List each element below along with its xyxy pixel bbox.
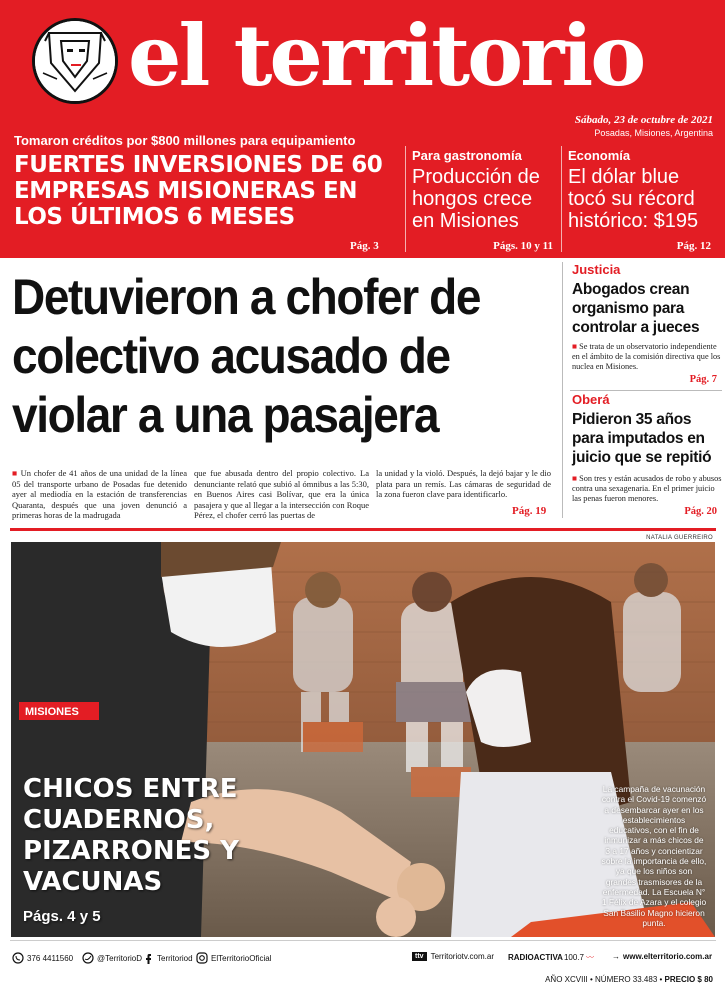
edition-info: [545, 975, 713, 984]
edition-number: AÑO XCVIII • NÚMERO 33.483 •: [545, 975, 663, 984]
photo-headline[interactable]: CHICOS ENTRE CUADERNOS, PIZARRONES Y VACUNAS: [23, 774, 239, 897]
twitter-icon: [82, 952, 94, 964]
radio-wave-icon: 〰: [586, 953, 594, 962]
side-justicia-body: [572, 342, 722, 372]
footer-divider: [10, 940, 716, 941]
footer-twitter-handle: @TerritorioD: [97, 953, 143, 963]
side-justicia-headline[interactable]: Abogados crean organismo para controlar a jueces: [572, 281, 700, 336]
facebook-icon: [142, 952, 154, 964]
photo-pages: Págs. 4 y 5: [23, 908, 101, 925]
footer-facebook[interactable]: [142, 952, 193, 964]
whatsapp-icon: [12, 952, 24, 964]
edition-price: PRECIO $ 80: [664, 975, 713, 984]
footer-whatsapp-number: 376 4411560: [27, 953, 74, 963]
side-obera-kicker: Oberá: [572, 392, 610, 407]
side-justicia-body-text: Se trata de un observatorio independiente en el ámbito de la comisión directiva que los nuclea en Misiones.: [572, 342, 721, 371]
teaser-gastronomia-page: Págs. 10 y 11: [493, 240, 553, 252]
footer-twitter[interactable]: [82, 952, 142, 964]
footer-tv[interactable]: [412, 952, 494, 961]
footer-facebook-handle: Territoriod: [157, 953, 193, 963]
lead-headline[interactable]: Detuvieron a chofer de colectivo acusado de violar a una pasajera: [12, 269, 481, 443]
side-obera-body-text: Son tres y están acusados de robo y abusos contra una sexagenaria. En el primer juicio las penas fueron menores.: [572, 474, 722, 503]
logo-icon: [32, 18, 118, 104]
masthead-title: el territorio: [128, 6, 644, 105]
column-divider: [562, 262, 563, 518]
column-divider: [405, 146, 406, 252]
footer-website-url: www.elterritorio.com.ar: [623, 952, 713, 961]
teaser-gastronomia-headline[interactable]: Producción de hongos crece en Misiones: [412, 166, 540, 232]
cover-photo[interactable]: [11, 542, 715, 937]
bullet-icon: ■: [572, 342, 580, 351]
instagram-icon: [196, 952, 208, 964]
lead-body-text: Un chofer de 41 años de una unidad de la línea 05 del transporte urbano de Posadas fue detenido ayer al mediodía en la estación de transferencias Quaranta, después que una joven denunció a primeras horas de la madrugada: [12, 468, 187, 520]
side-obera-body: [572, 474, 722, 504]
footer-tv-site: Territoriotv.com.ar: [430, 952, 494, 961]
teaser-gastronomia-kicker: Para gastronomía: [412, 148, 522, 163]
footer-website[interactable]: [612, 952, 712, 961]
tv-badge-icon: ttv: [412, 952, 427, 961]
footer-radio-frequency: 100.7: [563, 953, 584, 962]
lead-body-col1: [12, 468, 187, 521]
footer-instagram[interactable]: [196, 952, 271, 964]
footer-bar: [12, 950, 714, 968]
masthead: [0, 0, 725, 258]
side-obera-headline[interactable]: Pidieron 35 años para imputados en juicio que se repitió: [572, 411, 712, 466]
teaser-main-kicker: Tomaron créditos por $800 millones para equipamiento: [14, 133, 356, 148]
column-divider: [561, 146, 562, 252]
side-justicia-kicker: Justicia: [572, 262, 621, 277]
photo-credit: NATALIA GUERREIRO: [646, 535, 713, 541]
arrow-right-icon: →: [612, 952, 620, 961]
bullet-icon: ■: [572, 474, 580, 483]
section-rule: [10, 528, 716, 531]
footer-radio-name: RADIOACTIVA: [508, 953, 563, 962]
side-justicia-page: Pág. 7: [689, 374, 717, 385]
footer-radio[interactable]: [508, 952, 594, 963]
side-divider: [570, 390, 722, 391]
lead-body-col2: que fue abusada dentro del propio colectivo. La denunciante relató que subió al ómnibus a las 5:30, en Buenos Aires casi Bolívar, que era la única pasajera y que al llegar a la intersección con Roque Pérez, el chofer cerró las puertas de: [194, 468, 369, 520]
footer-instagram-handle: ElTerritorioOficial: [211, 953, 272, 963]
side-obera-page: Pág. 20: [684, 506, 717, 517]
teaser-main-page: Pág. 3: [350, 240, 379, 252]
bullet-icon: ■: [12, 468, 21, 478]
teaser-economia-kicker: Economía: [568, 148, 631, 163]
lead-body-col3: la unidad y la violó. Después, la dejó bajar y le dio plata para un remís. Las cámaras de seguridad de la zona fueron clave para identificarlo.: [376, 468, 551, 499]
teaser-economia-page: Pág. 12: [676, 240, 711, 252]
photo-caption: La campaña de vacunación contra el Covid-19 comenzó a desembarcar ayer en los establecimientos educativos, con el fin de inmunizar a más chicos de 3 a 17 años y concientizar sobre la importancia de ello, ya que los niños son grandes trasmisores de la enfermedad. La Escuela N° 1 Félix de Azara y el colegio San Basilio Magno hicieron punta.: [601, 784, 707, 928]
photo-sign-text: MISIONES: [25, 706, 79, 718]
issue-date: Sábado, 23 de octubre de 2021: [574, 114, 713, 126]
issue-place: Posadas, Misiones, Argentina: [594, 128, 713, 138]
lead-page: Pág. 19: [512, 505, 547, 517]
footer-whatsapp[interactable]: [12, 952, 73, 964]
teaser-main-headline[interactable]: FUERTES INVERSIONES DE 60 EMPRESAS MISIONERAS EN LOS ÚLTIMOS 6 MESES: [14, 152, 383, 230]
teaser-economia-headline[interactable]: El dólar blue tocó su récord histórico: $195: [568, 166, 699, 232]
